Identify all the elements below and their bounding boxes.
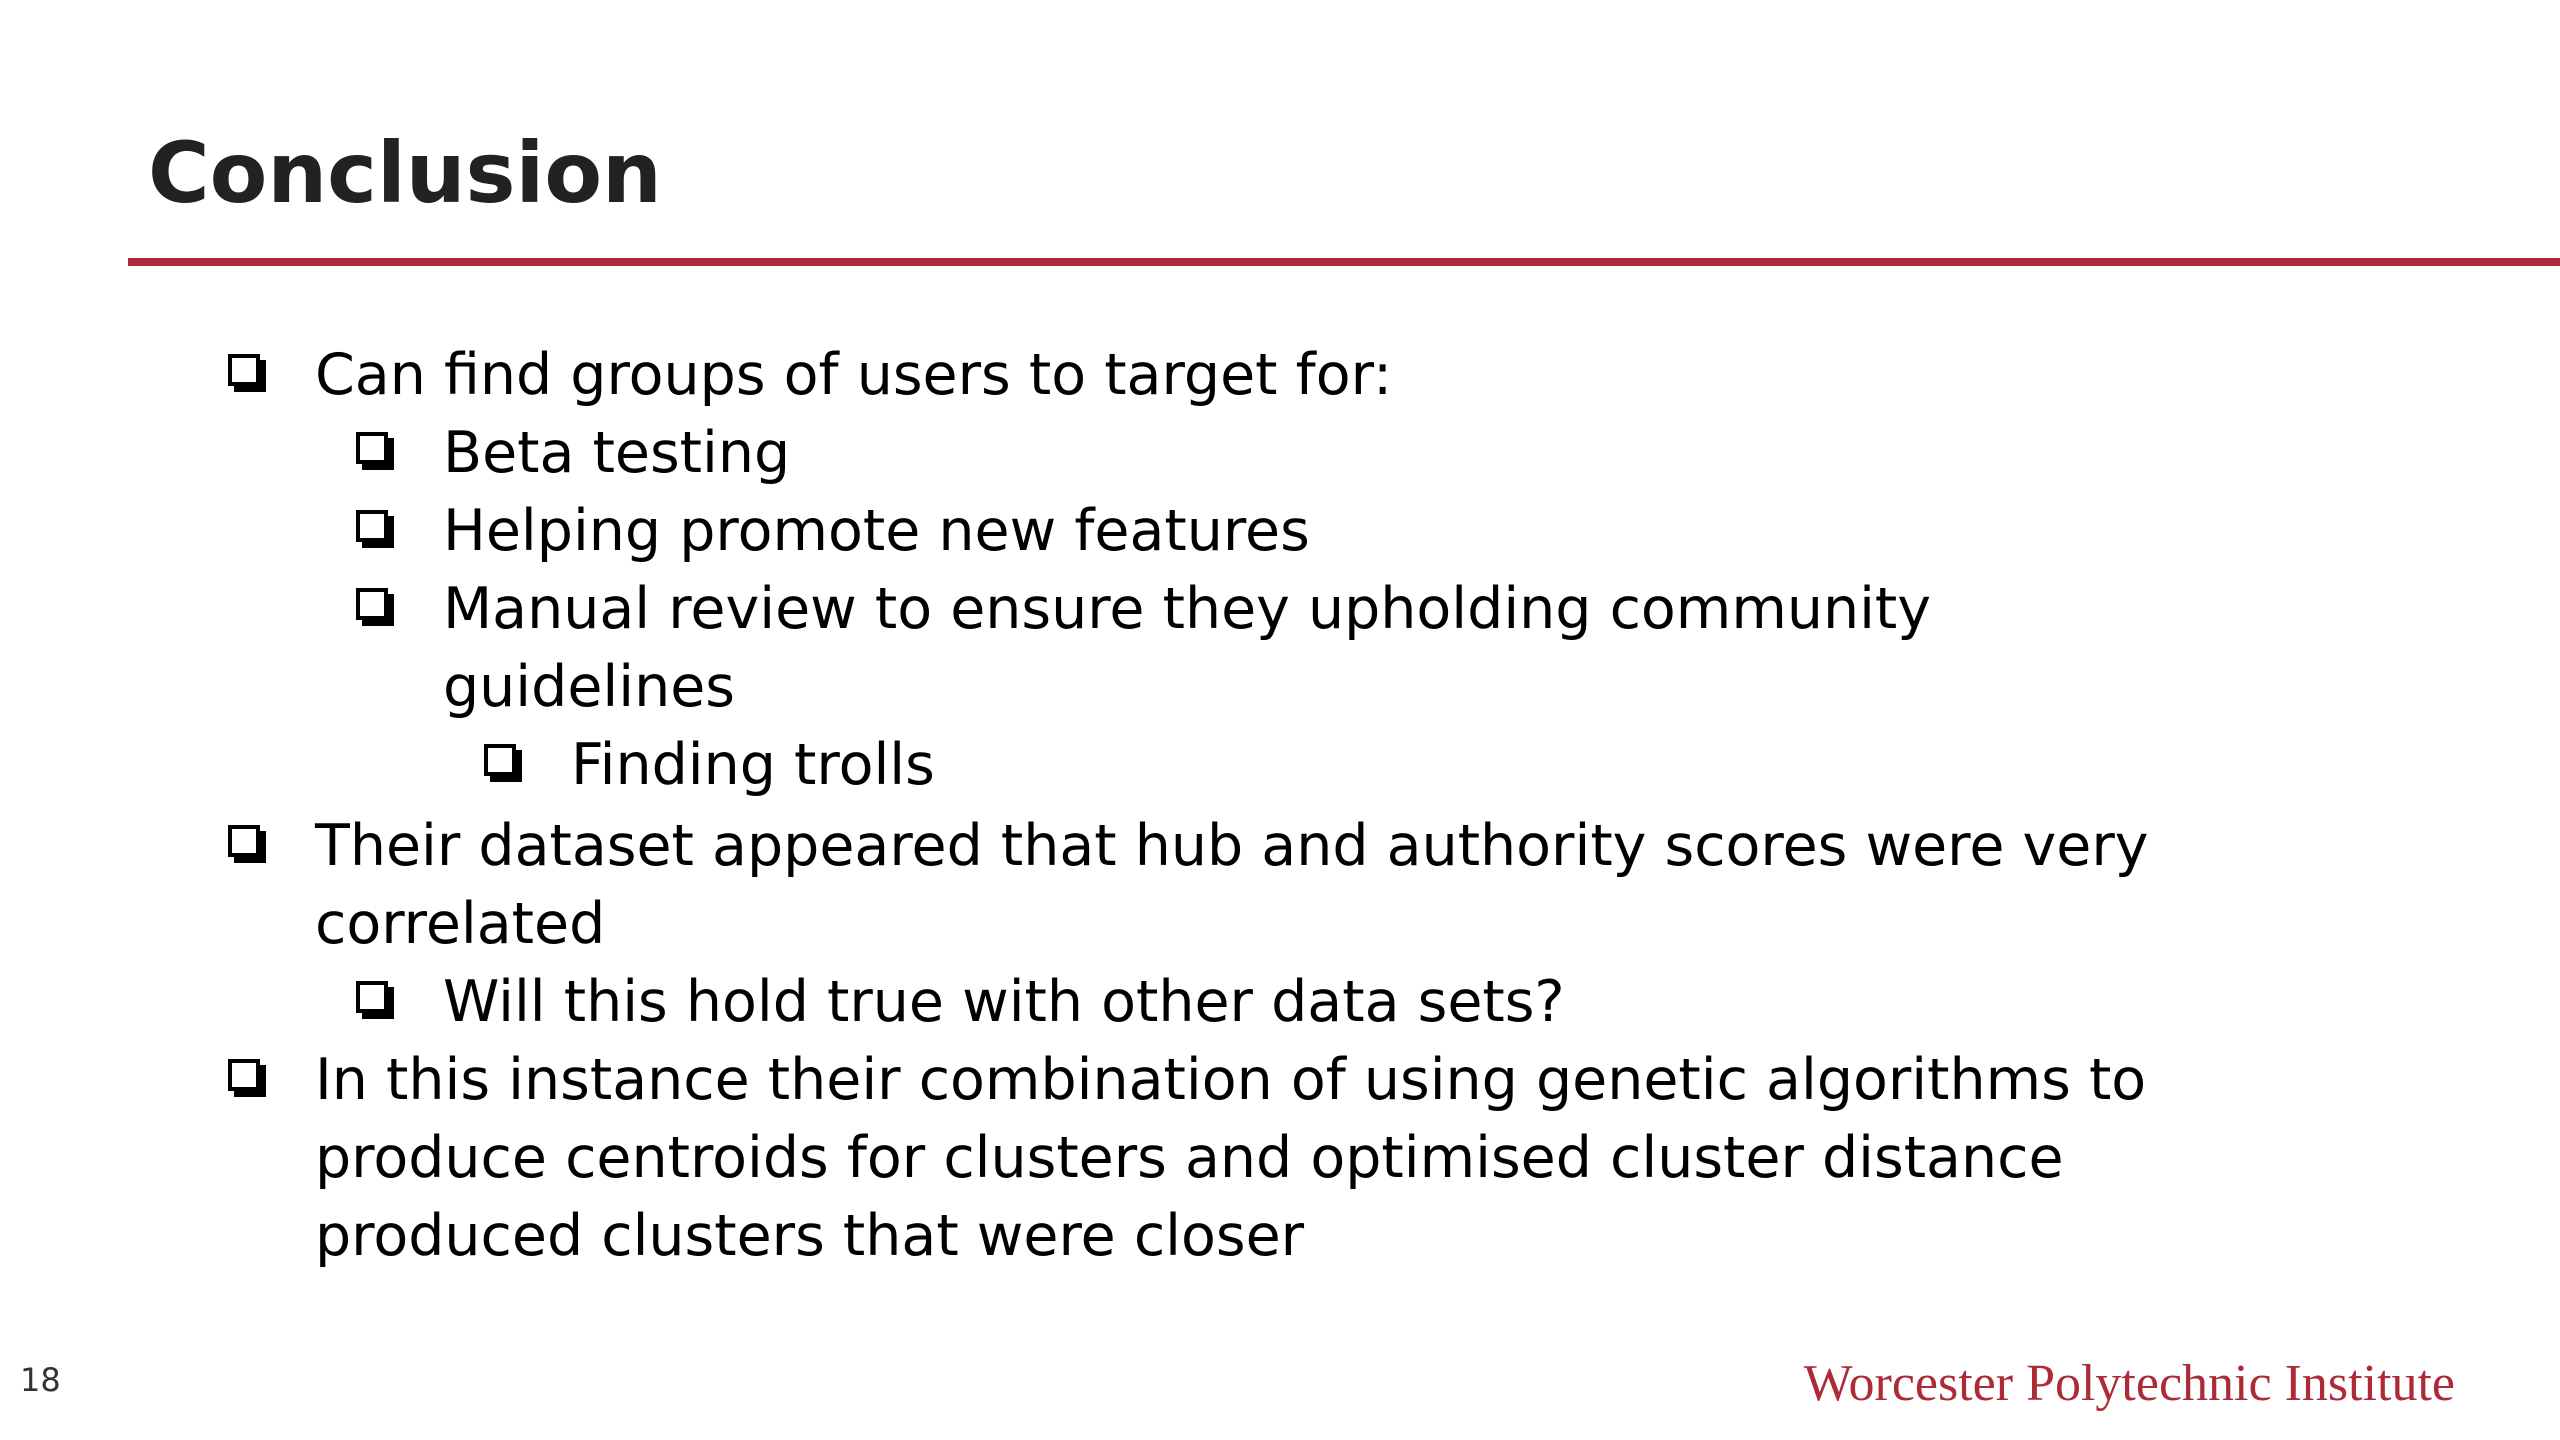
checkbox-square-icon [228, 825, 260, 857]
checkbox-square-icon [228, 1059, 260, 1091]
bullet-text: Helping promote new features [443, 498, 1310, 564]
bullet-text: In this instance their combination of using genetic algorithms to [315, 1047, 2147, 1113]
bullet-text: Can find groups of users to target for: [315, 342, 1393, 408]
slide-title: Conclusion [148, 124, 662, 222]
bullet-continuation: produce centroids for clusters and optimised cluster distance [315, 1125, 2064, 1191]
checkbox-square-icon [356, 510, 388, 542]
institution-logo-text: Worcester Polytechnic Institute [1803, 1355, 2455, 1412]
bullet-continuation: produced clusters that were closer [315, 1203, 1305, 1269]
checkbox-square-icon [356, 588, 388, 620]
bullet-continuation: guidelines [443, 654, 735, 720]
checkbox-square-icon [356, 981, 388, 1013]
bullet-text: Manual review to ensure they upholding community [443, 576, 1932, 642]
checkbox-square-icon [356, 432, 388, 464]
bullet-continuation: correlated [315, 891, 606, 957]
bullet-text: Finding trolls [571, 732, 935, 798]
checkbox-square-icon [484, 744, 516, 776]
bullet-text: Will this hold true with other data sets? [443, 969, 1565, 1035]
bullet-text: Beta testing [443, 420, 791, 486]
bullet-text: Their dataset appeared that hub and authority scores were very [315, 813, 2149, 879]
page-number: 18 [20, 1361, 61, 1399]
checkbox-square-icon [228, 354, 260, 386]
